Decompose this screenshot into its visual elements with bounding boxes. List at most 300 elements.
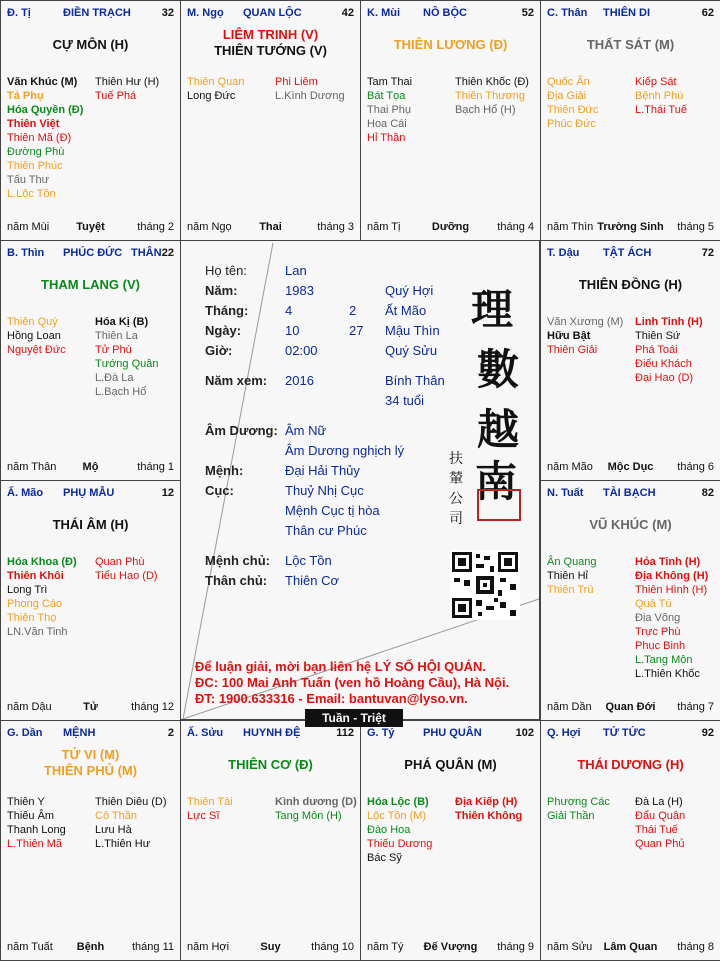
footer-month: tháng 5: [677, 221, 714, 233]
star-item: Địa Không (H): [635, 570, 709, 582]
star-item: Thiên Hư (H): [95, 76, 160, 88]
palace-name: HUYNH ĐỆ: [243, 727, 301, 739]
palace-cell-ti: [360, 720, 541, 961]
left-star-list: [367, 795, 432, 865]
palace-cell-ngo: [180, 0, 361, 241]
star-item: Đà La (H): [635, 796, 683, 808]
palace-header: [7, 7, 174, 21]
main-star: THAM LANG (V): [41, 277, 140, 292]
palace-name: MỆNH: [63, 727, 96, 739]
palace-header: [367, 7, 534, 21]
palace-branch: [367, 727, 395, 739]
ngay-label: Ngày:: [205, 323, 242, 338]
main-star: THIÊN ĐỒNG (H): [578, 277, 683, 292]
left-star-list: [187, 75, 244, 103]
nam-value: 1983: [285, 283, 314, 298]
palace-footer: [547, 701, 714, 714]
heavenly-stem: B.: [7, 247, 18, 259]
footer-year: năm Mùi: [7, 221, 50, 233]
qr-code: [450, 550, 520, 620]
star-item: Thiên Khôi: [7, 570, 64, 582]
palace-number: 72: [701, 247, 714, 259]
heavenly-stem: G.: [367, 727, 379, 739]
star-item: Lưu Hà: [95, 824, 132, 836]
contact-line-2: ĐC: 100 Mai Anh Tuấn (ven hồ Hoàng Cầu), Hà Nội.: [195, 675, 510, 690]
left-star-list: [547, 795, 610, 823]
right-star-list: [95, 555, 158, 583]
star-item: Thiên Đức: [547, 104, 599, 116]
footer-year: năm Thân: [7, 461, 57, 473]
ngay-duong: 10: [285, 323, 300, 338]
star-item: Thiên Phúc: [7, 160, 63, 172]
palace-name: TỬ TỨC: [603, 727, 646, 739]
earthly-branch: Thìn: [21, 247, 45, 259]
footer-stage: Tử: [83, 701, 98, 713]
earthly-branch: Tị: [21, 7, 31, 19]
star-item: Quan Phủ: [635, 838, 685, 850]
star-item: Trực Phù: [635, 626, 681, 638]
star-item: Bệnh Phù: [635, 90, 684, 102]
footer-month: tháng 3: [317, 221, 354, 233]
main-star: TỬ VI (M): [61, 747, 120, 762]
main-star: LIÊM TRINH (V): [222, 27, 319, 42]
earthly-branch: Tuất: [561, 487, 584, 499]
star-item: L.Thiên Mã: [7, 838, 63, 850]
earthly-branch: Hợi: [561, 727, 581, 739]
main-star: THÁI DƯƠNG (H): [577, 757, 684, 772]
earthly-branch: Thân: [561, 7, 588, 19]
star-item: Điếu Khách: [635, 358, 692, 370]
star-item: Giải Thần: [547, 810, 595, 822]
palace-header: [187, 7, 354, 21]
heavenly-stem: K.: [367, 7, 378, 19]
star-item: Phượng Các: [547, 796, 610, 808]
right-star-list: [635, 555, 708, 681]
star-item: Phi Liêm: [275, 76, 318, 88]
star-item: Địa Võng: [635, 612, 681, 624]
thang-duong: 4: [285, 303, 293, 318]
earthly-branch: Dần: [21, 727, 43, 739]
footer-stage: Dưỡng: [431, 221, 470, 233]
ho-ten-value: Lan: [285, 263, 307, 278]
side-char-3: 公: [449, 491, 463, 507]
palace-header: [7, 487, 174, 501]
left-star-list: [7, 795, 66, 851]
palace-cell-dan: [0, 720, 181, 961]
footer-year: năm Ngọ: [187, 221, 232, 233]
nam-label: Năm:: [205, 283, 238, 298]
star-item: Thiên Không: [455, 810, 523, 822]
right-star-list: [635, 795, 685, 851]
main-star: CỰ MÔN (H): [52, 37, 129, 52]
earthly-branch: Sửu: [201, 727, 224, 739]
palace-name: PHÚC ĐỨC: [63, 247, 123, 259]
tuan-triet-label: Tuần - Triệt: [305, 709, 403, 727]
main-star: THIÊN TƯỚNG (V): [214, 43, 327, 58]
calligraphy-char-4: 南: [475, 457, 518, 506]
earthly-branch: Dậu: [558, 247, 580, 259]
palace-cell-thin: [0, 240, 181, 481]
star-item: Ân Quang: [547, 556, 597, 568]
calligraphy-char-3: 越: [477, 405, 520, 454]
star-item: Thiên Thương: [455, 90, 526, 102]
palace-header: [7, 247, 174, 261]
main-star: THIÊN CƠ (Đ): [228, 757, 313, 772]
star-item: Hóa Lộc (B): [367, 796, 429, 808]
star-item: Thiên Giải: [547, 344, 598, 356]
palace-name: TẬT ÁCH: [603, 247, 652, 259]
palace-number: 12: [161, 487, 174, 499]
star-item: Thiên Thọ: [7, 612, 57, 624]
star-item: Lộc Tồn (M): [367, 810, 427, 822]
than-chu-label: Thân chủ:: [205, 573, 268, 588]
star-item: Tam Thai: [367, 76, 413, 88]
am-duong-value: Âm Nữ: [285, 423, 327, 438]
left-star-list: [367, 75, 412, 145]
cuc-note-1: Mệnh Cục tị hòa: [285, 503, 380, 518]
calligraphy-char-1: 理: [471, 285, 514, 334]
star-item: Địa Kiếp (H): [455, 796, 518, 808]
palace-name: TÀI BẠCH: [603, 487, 656, 499]
star-item: Quả Tú: [635, 598, 672, 610]
star-item: Tướng Quân: [95, 358, 159, 370]
palace-footer: [547, 221, 714, 234]
palace-branch: [187, 727, 223, 739]
star-item: L.Thiên Hư: [95, 838, 151, 850]
star-item: Hóa Khoa (Đ): [7, 556, 77, 568]
star-item: Cô Thần: [95, 810, 137, 822]
footer-month: tháng 4: [497, 221, 534, 233]
earthly-branch: Mùi: [381, 7, 401, 19]
palace-number: 42: [341, 7, 354, 19]
palace-number: 92: [701, 727, 714, 739]
palace-name: ĐIỀN TRẠCH: [63, 7, 131, 19]
star-item: Tiểu Hao (D): [95, 570, 158, 582]
footer-year: năm Tý: [367, 941, 404, 953]
palace-name: PHU QUÂN: [423, 727, 482, 739]
star-item: Thái Tuế: [635, 824, 678, 836]
cuc-label: Cục:: [205, 483, 234, 498]
star-item: Thiên Y: [7, 796, 45, 808]
palace-number: 112: [336, 727, 354, 739]
palace-name: PHỤ MẪU: [63, 487, 115, 499]
palace-header: [547, 247, 714, 261]
star-item: Long Đức: [187, 90, 236, 102]
footer-stage: Mộc Dục: [607, 461, 654, 473]
calligraphy-side-text: [449, 449, 465, 529]
star-item: L.Thái Tuế: [635, 104, 687, 116]
star-item: Hỉ Thần: [367, 132, 406, 144]
right-star-list: [95, 75, 159, 103]
star-item: Kình dương (D): [275, 796, 357, 808]
palace-cell-mao: [0, 480, 181, 721]
heavenly-stem: M.: [187, 7, 200, 19]
palace-branch: [547, 247, 579, 259]
palace-cell-suu: [180, 720, 361, 961]
star-item: Tả Phụ: [7, 90, 44, 102]
nam-xem-label: Năm xem:: [205, 373, 268, 388]
earthly-branch: Mão: [21, 487, 44, 499]
right-star-list: [95, 795, 167, 851]
cuc-value: Thuỷ Nhị Cục: [285, 483, 364, 498]
left-star-list: [187, 795, 233, 823]
star-item: Thiên Quan: [187, 76, 245, 88]
footer-month: tháng 1: [137, 461, 174, 473]
am-duong-note: Âm Dương nghịch lý: [285, 443, 405, 458]
right-star-list: [635, 75, 687, 117]
palace-footer: [547, 941, 714, 954]
left-star-list: [7, 315, 66, 357]
palace-header: [547, 7, 714, 21]
menh-chu-label: Mệnh chủ:: [205, 553, 270, 568]
heavenly-stem: Q.: [547, 727, 559, 739]
star-item: L.Tang Môn: [635, 654, 693, 666]
palace-footer: [547, 461, 714, 474]
star-item: Thiên Tài: [187, 796, 233, 808]
star-item: Thiên Quý: [7, 316, 58, 328]
star-item: Linh Tinh (H): [635, 316, 703, 328]
center-info-panel: [180, 240, 540, 720]
star-item: Thiên Trù: [547, 584, 594, 596]
right-star-list: [455, 75, 529, 117]
left-star-list: [547, 75, 598, 131]
heavenly-stem: C.: [547, 7, 558, 19]
palace-footer: [7, 941, 174, 954]
star-item: Quốc Ấn: [547, 76, 590, 88]
than-chu-value: Thiên Cơ: [285, 573, 340, 588]
thang-label: Tháng:: [205, 303, 249, 318]
menh-chu-value: Lộc Tồn: [285, 553, 332, 568]
star-item: Thai Phụ: [367, 104, 412, 116]
star-item: Tấu Thư: [7, 174, 50, 186]
footer-month: tháng 9: [497, 941, 534, 953]
right-star-list: [455, 795, 522, 823]
left-star-list: [7, 75, 83, 201]
star-item: Long Trì: [7, 584, 48, 596]
star-item: Bát Tọa: [367, 90, 406, 102]
footer-year: năm Mão: [547, 461, 593, 473]
main-star: PHÁ QUÂN (M): [404, 757, 497, 772]
side-char-2: 輦: [449, 471, 463, 487]
palace-branch: [7, 7, 31, 19]
footer-year: năm Hợi: [187, 941, 230, 953]
heavenly-stem: Ấ.: [187, 727, 198, 739]
footer-month: tháng 7: [677, 701, 714, 713]
left-star-list: [547, 555, 597, 597]
star-item: Văn Khúc (M): [7, 76, 78, 88]
than-marker: THÂN: [131, 247, 162, 259]
cuc-note-2: Thân cư Phúc: [285, 523, 367, 538]
star-item: Tang Môn (H): [275, 810, 342, 822]
palace-branch: [7, 727, 42, 739]
palace-name: THIÊN DI: [603, 7, 651, 19]
ho-ten-label: Họ tên:: [205, 263, 247, 278]
star-item: L.Thiên Khốc: [635, 668, 700, 680]
palace-footer: [367, 941, 534, 954]
nam-xem-can-chi: Bính Thân: [385, 373, 445, 388]
star-item: Đường Phù: [7, 146, 65, 158]
palace-branch: [547, 487, 583, 499]
palace-number: 22: [161, 247, 174, 259]
main-star: THIÊN LƯƠNG (Đ): [393, 37, 508, 52]
palace-footer: [187, 941, 354, 954]
star-item: Hóa Quyền (Đ): [7, 104, 84, 116]
footer-month: tháng 2: [137, 221, 174, 233]
menh-value: Đại Hải Thủy: [285, 463, 360, 478]
palace-number: 52: [521, 7, 534, 19]
star-item: Thanh Long: [7, 824, 66, 836]
right-star-list: [635, 315, 703, 385]
palace-branch: [187, 7, 224, 19]
right-star-list: [275, 795, 357, 823]
star-item: Phục Binh: [635, 640, 686, 652]
palace-header: [547, 727, 714, 741]
main-star: THÁI ÂM (H): [52, 517, 129, 532]
am-duong-label: Âm Dương:: [205, 423, 278, 438]
footer-stage: Thai: [259, 221, 282, 233]
star-item: L.Bạch Hổ: [95, 386, 147, 398]
palace-branch: [547, 727, 581, 739]
nam-can-chi: Quý Hợi: [385, 283, 434, 298]
right-star-list: [95, 315, 159, 399]
star-item: Thiên Diêu (D): [95, 796, 167, 808]
palace-footer: [7, 221, 174, 234]
star-item: Phong Cáo: [7, 598, 63, 610]
palace-number: 102: [515, 727, 534, 739]
gio-value: 02:00: [285, 343, 318, 358]
star-item: Bác Sỹ: [367, 852, 402, 864]
star-item: Phá Toái: [635, 344, 678, 356]
palace-cell-hoi: [540, 720, 720, 961]
palace-number: 2: [167, 727, 174, 739]
left-star-list: [547, 315, 623, 357]
star-item: L.Lộc Tồn: [7, 188, 56, 200]
calligraphy-char-2: 數: [477, 345, 520, 394]
right-star-list: [275, 75, 345, 103]
heavenly-stem: T.: [547, 247, 556, 259]
main-star: THẤT SÁT (M): [586, 37, 675, 52]
palace-footer: [367, 221, 534, 234]
palace-cell-ty: [0, 0, 181, 241]
side-char-1: 扶: [449, 451, 463, 467]
palace-cell-mui: [360, 0, 541, 241]
footer-month: tháng 10: [311, 941, 354, 953]
heavenly-stem: Đ.: [7, 7, 18, 19]
earthly-branch: Tý: [381, 727, 395, 739]
palace-footer: [187, 221, 354, 234]
heavenly-stem: N.: [547, 487, 558, 499]
footer-month: tháng 6: [677, 461, 714, 473]
palace-number: 62: [701, 7, 714, 19]
palace-number: 82: [701, 487, 714, 499]
palace-header: [187, 727, 354, 741]
footer-year: năm Tuất: [7, 941, 53, 953]
star-item: Thiên La: [95, 330, 138, 342]
ngay-am: 27: [349, 323, 364, 338]
palace-number: 32: [161, 7, 174, 19]
star-item: L.Đà La: [95, 372, 134, 384]
footer-stage: Suy: [260, 941, 281, 953]
star-item: Văn Xương (M): [547, 316, 624, 328]
star-item: Thiên Hình (H): [635, 584, 708, 596]
star-item: Hữu Bật: [547, 330, 591, 342]
footer-stage: Lâm Quan: [603, 941, 658, 953]
footer-month: tháng 12: [131, 701, 174, 713]
star-item: Đào Hoa: [367, 824, 411, 836]
thang-can-chi: Ất Mão: [385, 303, 427, 318]
palace-branch: [367, 7, 400, 19]
main-star: THIÊN PHỦ (M): [43, 763, 138, 778]
gio-can-chi: Quý Sửu: [385, 343, 438, 358]
palace-name: QUAN LỘC: [243, 7, 302, 19]
heavenly-stem: G.: [7, 727, 19, 739]
contact-line-1: Để luận giải, mời bạn liên hệ LÝ SỐ HỘI QUÁN.: [195, 659, 486, 674]
contact-info: [195, 659, 509, 707]
star-item: Bạch Hổ (H): [455, 104, 516, 116]
star-item: Thiên Việt: [7, 118, 60, 130]
red-seal: [477, 489, 521, 521]
palace-footer: [7, 701, 174, 714]
left-star-list: [7, 555, 77, 639]
star-item: L.Kình Dương: [275, 90, 345, 102]
footer-year: năm Tị: [367, 221, 401, 233]
palace-branch: [7, 487, 43, 499]
star-item: Phúc Đức: [547, 118, 596, 130]
menh-label: Mệnh:: [205, 463, 244, 478]
main-star: VŨ KHÚC (M): [589, 517, 672, 532]
palace-branch: [7, 247, 44, 259]
star-item: Thiên Sứ: [635, 330, 681, 342]
star-item: Quan Phù: [95, 556, 145, 568]
ngay-can-chi: Mậu Thìn: [385, 323, 440, 338]
footer-year: năm Dần: [547, 701, 592, 713]
palace-header: [367, 727, 534, 741]
footer-stage: Đế Vượng: [423, 941, 478, 953]
earthly-branch: Ngọ: [202, 7, 224, 19]
star-item: Địa Giải: [547, 90, 587, 102]
footer-stage: Mộ: [82, 461, 99, 473]
star-item: Hồng Loan: [7, 330, 61, 342]
palace-cell-dau: [540, 240, 720, 481]
star-item: Đại Hao (D): [635, 372, 694, 384]
thang-am: 2: [349, 303, 357, 318]
star-item: Hỏa Tinh (H): [635, 556, 701, 568]
side-char-4: 司: [449, 511, 463, 527]
tuoi-value: 34 tuổi: [385, 393, 425, 408]
palace-header: [7, 727, 174, 741]
footer-stage: Quan Đới: [605, 701, 656, 713]
star-item: Thiếu Âm: [7, 810, 55, 822]
star-item: Kiếp Sát: [635, 76, 677, 88]
contact-line-3: ĐT: 1900.633316 - Email: bantuvan@lyso.vn.: [195, 691, 468, 706]
footer-stage: Tuyệt: [76, 221, 105, 233]
star-item: Tuế Phá: [95, 90, 137, 102]
footer-year: năm Dậu: [7, 701, 52, 713]
palace-header: [547, 487, 714, 501]
footer-stage: Bệnh: [76, 941, 105, 953]
nam-xem-value: 2016: [285, 373, 314, 388]
gio-label: Giờ:: [205, 343, 233, 358]
star-item: Tử Phù: [95, 344, 132, 356]
footer-year: năm Sửu: [547, 941, 593, 953]
star-item: Hoa Cái: [367, 118, 407, 130]
star-item: Hóa Kị (B): [95, 316, 149, 328]
palace-footer: [7, 461, 174, 474]
heavenly-stem: Ấ.: [7, 487, 18, 499]
palace-name: NÔ BỘC: [423, 7, 467, 19]
star-item: Nguyệt Đức: [7, 344, 66, 356]
footer-month: tháng 8: [677, 941, 714, 953]
